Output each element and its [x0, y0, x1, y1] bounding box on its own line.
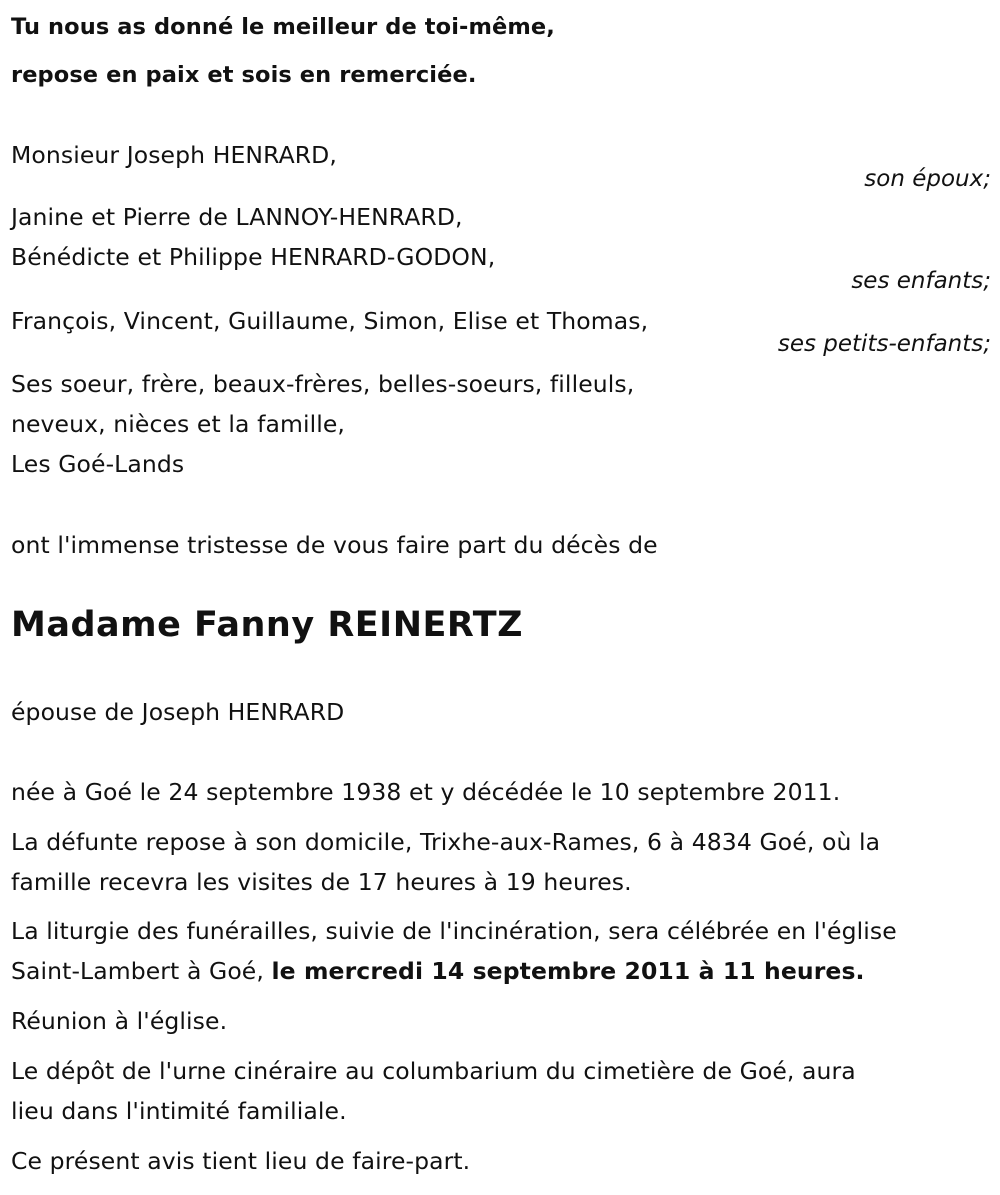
announcement-text: ont l'immense tristesse de vous faire part du décès de: [11, 531, 658, 559]
meeting-line: Réunion à l'église.: [11, 1007, 228, 1035]
repose-line-1: La défunte repose à son domicile, Trixhe-aux-Rames, 6 à 4834 Goé, où la: [11, 828, 881, 856]
birth-death-line: née à Goé le 24 septembre 1938 et y décédée le 10 septembre 2011.: [11, 778, 841, 806]
closing-line: Ce présent avis tient lieu de faire-part.: [11, 1147, 471, 1175]
urn-line-2: lieu dans l'intimité familiale.: [11, 1097, 347, 1125]
deceased-name: Madame Fanny REINERTZ: [11, 605, 524, 645]
others-line-2: neveux, nièces et la famille,: [11, 410, 345, 438]
grandchildren-relation: ses petits-enfants;: [777, 331, 991, 357]
grandchildren-names: François, Vincent, Guillaume, Simon, Elise et Thomas,: [11, 307, 649, 335]
liturgy-line-1: La liturgie des funérailles, suivie de l'incinération, sera célébrée en l'église: [11, 917, 897, 945]
children-relation: ses enfants;: [851, 268, 991, 294]
children-line-2: Bénédicte et Philippe HENRARD-GODON,: [11, 243, 496, 271]
liturgy-location: Saint-Lambert à Goé,: [11, 957, 272, 985]
funeral-date-time: le mercredi 14 septembre 2011 à 11 heures.: [271, 957, 865, 985]
deceased-spouse-of: épouse de Joseph HENRARD: [11, 698, 345, 726]
liturgy-line-2: [11, 956, 865, 986]
spouse-name: Monsieur Joseph HENRARD,: [11, 141, 337, 169]
urn-line-1: Le dépôt de l'urne cinéraire au columbarium du cimetière de Goé, aura: [11, 1057, 856, 1085]
others-line-1: Ses soeur, frère, beaux-frères, belles-soeurs, filleuls,: [11, 370, 635, 398]
obituary-notice: [11, 0, 991, 1195]
spouse-relation: son époux;: [864, 166, 991, 192]
epigraph-line-2: repose en paix et sois en remerciée.: [11, 62, 477, 88]
epigraph-line-1: Tu nous as donné le meilleur de toi-même,: [11, 14, 555, 40]
others-line-3: Les Goé-Lands: [11, 450, 185, 478]
children-line-1: Janine et Pierre de LANNOY-HENRARD,: [11, 203, 463, 231]
repose-line-2: famille recevra les visites de 17 heures à 19 heures.: [11, 868, 632, 896]
